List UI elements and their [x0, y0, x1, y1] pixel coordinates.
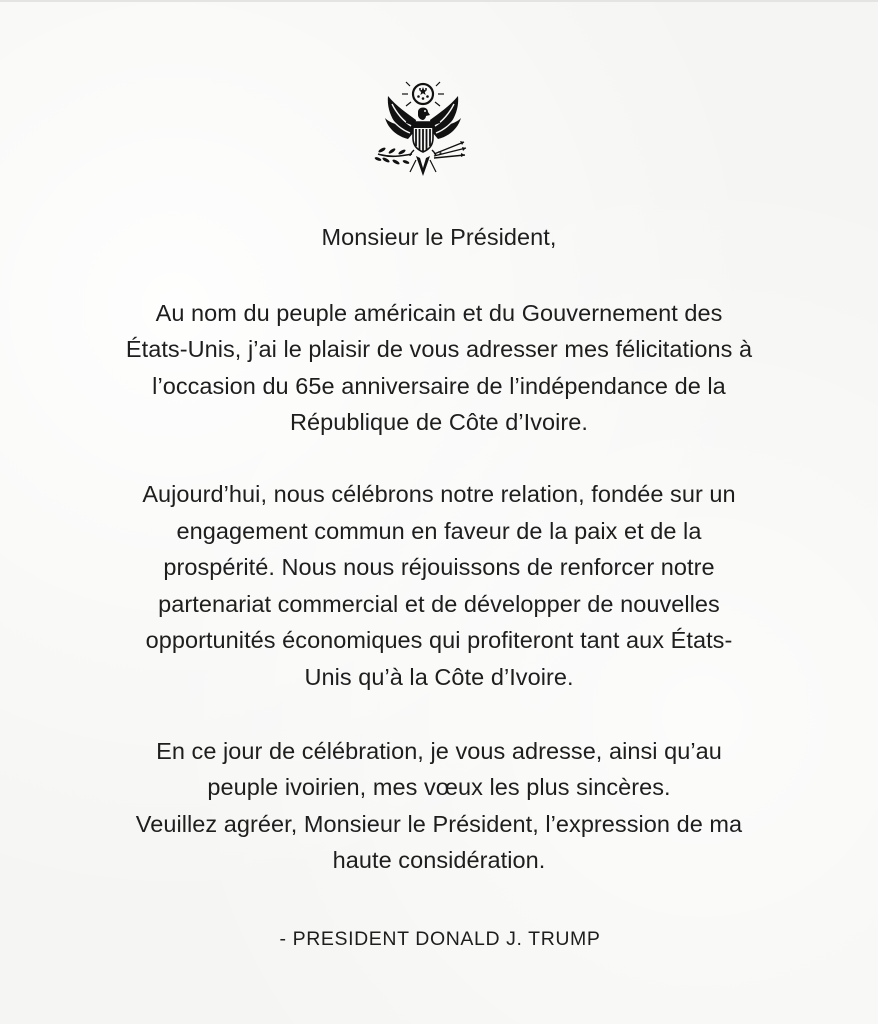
salutation: Monsieur le Président,: [321, 224, 557, 250]
top-divider: [0, 0, 878, 2]
paragraph-line: Unis qu’à la Côte d’Ivoire.: [304, 663, 574, 690]
paragraph-line: Au nom du peuple américain et du Gouvernement des: [155, 299, 723, 326]
signature: - PRESIDENT DONALD J. TRUMP: [279, 927, 601, 950]
paragraph-line: peuple ivoirien, mes vœux les plus sincères.: [207, 774, 671, 801]
paragraph-line: prospérité. Nous nous réjouissons de renforcer notre: [163, 554, 715, 581]
paragraph-line: partenariat commercial et de développer de nouvelles: [158, 590, 720, 617]
paragraph-line: Aujourd’hui, nous célébrons notre relation, fondée sur un: [142, 480, 736, 507]
paragraph-line: En ce jour de célébration, je vous adresse, ainsi qu’au: [156, 737, 722, 764]
paragraph-line: opportunités économiques qui profiteront tant aux États-: [145, 627, 733, 654]
paragraph-line: engagement commun en faveur de la paix et de la: [176, 517, 702, 544]
paragraph-line: haute considération.: [332, 847, 546, 874]
great-seal-eagle-icon: [366, 76, 480, 186]
paragraph-line: Veuillez agréer, Monsieur le Président, l’expression de ma: [135, 810, 743, 837]
paragraph-line: États-Unis, j’ai le plaisir de vous adresser mes félicitations à: [125, 336, 753, 363]
paragraph-closing: [40, 733, 838, 879]
paragraph-line: l’occasion du 65e anniversaire de l’indépendance de la: [152, 372, 726, 399]
paragraph-congratulations: [40, 295, 838, 441]
paragraph-line: République de Côte d’Ivoire.: [290, 409, 588, 436]
paragraph-relationship: [40, 476, 838, 696]
letter-body: [40, 219, 838, 958]
